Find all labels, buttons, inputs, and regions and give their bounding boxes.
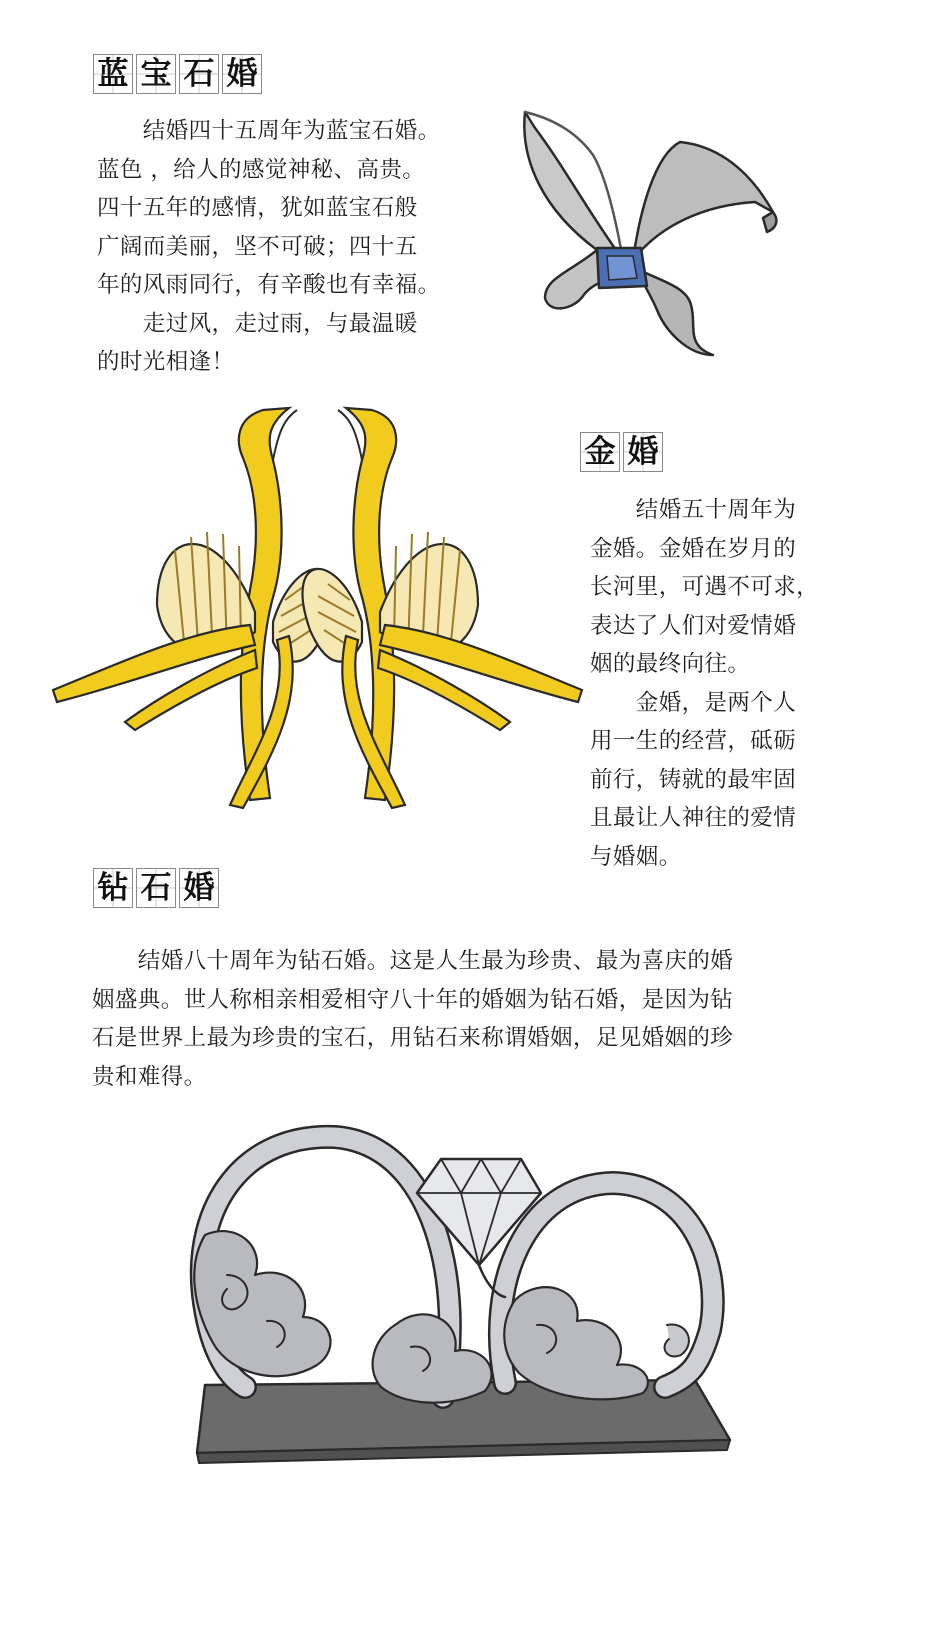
text-line: 结婚八十周年为钻石婚。这是人生最为珍贵、最为喜庆的婚 bbox=[92, 948, 734, 974]
title-char: 蓝 bbox=[93, 54, 133, 94]
text-line: 姻的最终向往。 bbox=[590, 651, 751, 677]
text-line: 表达了人们对爱情婚 bbox=[590, 612, 797, 639]
title-char: 石 bbox=[136, 868, 176, 908]
title-char: 钻 bbox=[93, 868, 133, 908]
text-line: 贵和难得。 bbox=[92, 1063, 207, 1090]
text-line: 石是世界上最为珍贵的宝石，用钻石来称谓婚姻，足见婚姻的珍 bbox=[92, 1025, 734, 1051]
title-char: 石 bbox=[179, 54, 219, 94]
title-char: 宝 bbox=[136, 54, 176, 94]
text-line: 走过风，走过雨，与最温暖 bbox=[97, 310, 418, 337]
diamond-paragraph bbox=[92, 942, 733, 1096]
diamond-section-title bbox=[93, 868, 219, 908]
title-char: 婚 bbox=[623, 432, 663, 472]
text-line: 广阔而美丽，坚不可破；四十五 bbox=[97, 233, 418, 260]
text-line: 金婚。金婚在岁月的 bbox=[590, 535, 797, 562]
gold-paragraph bbox=[590, 491, 819, 876]
text-line: 姻盛典。世人称相亲相爱相守八十年的婚姻为钻石婚，是因为钻 bbox=[92, 986, 734, 1013]
sapphire-paragraph bbox=[97, 112, 441, 382]
title-char: 婚 bbox=[222, 54, 262, 94]
text-line: 前行，铸就的最牢固 bbox=[590, 766, 797, 793]
gold-section-title bbox=[580, 432, 663, 472]
text-line: 结婚四十五周年为蓝宝石婚。 bbox=[97, 118, 441, 144]
sapphire-ribbon-illustration bbox=[515, 100, 790, 365]
text-line: 金婚，是两个人 bbox=[590, 689, 797, 716]
text-line: 且最让人神往的爱情 bbox=[590, 805, 797, 831]
text-line: 年的风雨同行，有辛酸也有幸福。 bbox=[97, 272, 441, 298]
text-line: 与婚姻。 bbox=[590, 843, 682, 870]
title-char: 婚 bbox=[179, 868, 219, 908]
text-line: 结婚五十周年为 bbox=[590, 497, 797, 523]
title-char: 金 bbox=[580, 432, 620, 472]
gold-phoenix-illustration bbox=[45, 400, 590, 810]
text-line: 长河里，可遇不可求， bbox=[590, 574, 820, 600]
text-line: 蓝色 ，给人的感觉神秘、高贵。 bbox=[97, 156, 426, 183]
sapphire-section-title bbox=[93, 54, 262, 94]
text-line: 的时光相逢！ bbox=[97, 349, 235, 375]
text-line: 四十五年的感情，犹如蓝宝石般 bbox=[97, 195, 418, 221]
text-line: 用一生的经营，砥砺 bbox=[590, 728, 797, 754]
diamond-rings-illustration bbox=[185, 1125, 745, 1470]
